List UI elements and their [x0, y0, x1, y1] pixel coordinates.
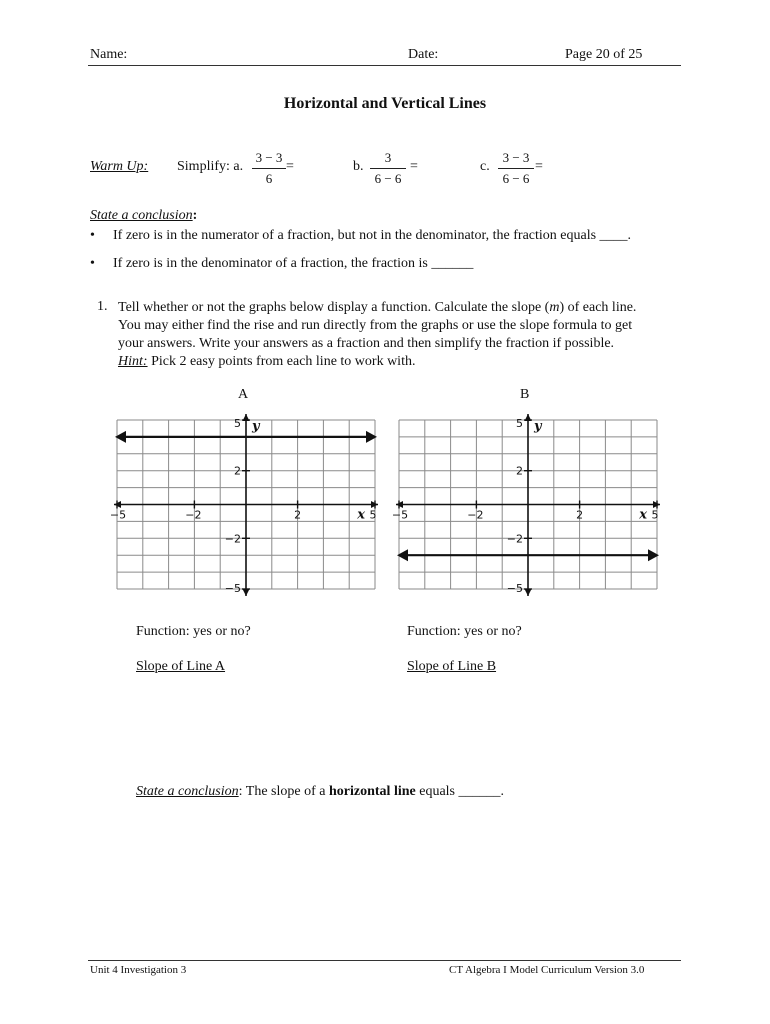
y-tick-label: −2	[506, 532, 523, 546]
x-tick-label: −2	[185, 508, 202, 522]
conclusion-colon: :	[192, 208, 198, 223]
question-line-3: your answers. Write your answers as a fraction and then simplify the fraction if possible.	[118, 336, 615, 351]
hint-label: Hint:	[118, 354, 148, 369]
bullet-dot-2: •	[90, 256, 95, 271]
y-axis-label: y	[534, 419, 542, 434]
fraction-a-equals: =	[286, 159, 294, 174]
fraction-c-numerator: 3 − 3	[502, 150, 530, 165]
graph-a-label: A	[238, 387, 249, 402]
x-tick-label: −5	[391, 508, 409, 522]
part-c-label: c.	[480, 159, 490, 174]
question-line-2: You may either find the rise and run directly from the graphs or use the slope formula to get	[118, 318, 633, 333]
fraction-b-denominator: 6 − 6	[374, 171, 402, 186]
y-tick-label: 5	[516, 417, 523, 430]
x-tick-label: 5	[369, 508, 377, 522]
date-label: Date:	[408, 47, 439, 62]
fraction-a-numerator: 3 − 3	[255, 150, 283, 165]
x-axis-label: x	[639, 507, 647, 523]
fraction-c-equals: =	[535, 159, 543, 174]
fraction-c-bar	[498, 168, 534, 169]
fraction-c	[498, 150, 534, 187]
fraction-a	[252, 150, 286, 187]
graph-b-slope-prompt: Slope of Line B	[407, 659, 497, 674]
graph-b-function-prompt: Function: yes or no?	[407, 624, 522, 639]
fraction-b	[370, 150, 406, 187]
graph-a-function-prompt: Function: yes or no?	[136, 624, 251, 639]
conclusion2-label: State a conclusion	[136, 784, 239, 799]
x-tick-label: −5	[109, 508, 127, 522]
fraction-a-denominator: 6	[265, 171, 273, 186]
header-rule	[88, 65, 681, 66]
footer-rule	[88, 960, 681, 961]
fraction-a-bar	[252, 168, 286, 169]
y-tick-label: −5	[224, 582, 241, 595]
warmup-label: Warm Up:	[90, 159, 149, 174]
fraction-b-bar	[370, 168, 406, 169]
graph-b-label: B	[520, 387, 530, 402]
x-tick-label: −2	[467, 508, 484, 522]
simplify-label: Simplify: a.	[177, 159, 244, 174]
y-axis-arrow-down	[243, 589, 250, 596]
conclusion-label: State a conclusion	[90, 208, 193, 223]
footer-right: CT Algebra I Model Curriculum Version 3.0	[449, 964, 645, 976]
question-hint	[118, 353, 636, 371]
x-tick-label: 2	[294, 508, 302, 522]
x-axis-label: x	[357, 507, 365, 523]
graph-a	[109, 412, 380, 598]
footer-left: Unit 4 Investigation 3	[90, 964, 187, 976]
page-title: Horizontal and Vertical Lines	[283, 95, 487, 112]
question-line-1: Tell whether or not the graphs below display a function. Calculate the slope (m) of each line.	[118, 300, 637, 315]
x-tick-label: 2	[576, 508, 584, 522]
bullet-numerator-zero: If zero is in the numerator of a fraction, but not in the denominator, the fraction equals ____.	[113, 228, 632, 243]
bullet-denominator-zero: If zero is in the denominator of a fraction, the fraction is ______	[113, 256, 474, 271]
y-tick-label: −5	[506, 582, 523, 595]
page-number: Page 20 of 25	[565, 47, 643, 62]
y-tick-label: −2	[224, 532, 241, 546]
horizontal-line-term: horizontal line	[329, 784, 416, 799]
conclusion-heading	[90, 208, 197, 224]
fraction-b-equals: =	[410, 159, 418, 174]
part-b-label: b.	[353, 159, 364, 174]
question-number: 1.	[97, 299, 108, 314]
x-tick-label: 5	[651, 508, 659, 522]
fraction-c-denominator: 6 − 6	[502, 171, 530, 186]
name-label: Name:	[90, 47, 128, 62]
graph-b	[391, 412, 662, 598]
question-text	[118, 299, 636, 371]
y-tick-label: 5	[234, 417, 241, 430]
y-tick-label: 2	[234, 464, 241, 478]
y-axis-label: y	[252, 419, 260, 434]
y-axis-arrow-down	[525, 589, 532, 596]
fraction-b-numerator: 3	[384, 150, 392, 165]
graph-a-slope-prompt: Slope of Line A	[136, 659, 226, 674]
y-tick-label: 2	[516, 464, 523, 478]
bullet-dot-1: •	[90, 228, 95, 243]
horizontal-line-conclusion: State a conclusion: The slope of a horizontal line equals ______.	[136, 784, 504, 799]
hint-text: Pick 2 easy points from each line to work with.	[147, 354, 416, 369]
